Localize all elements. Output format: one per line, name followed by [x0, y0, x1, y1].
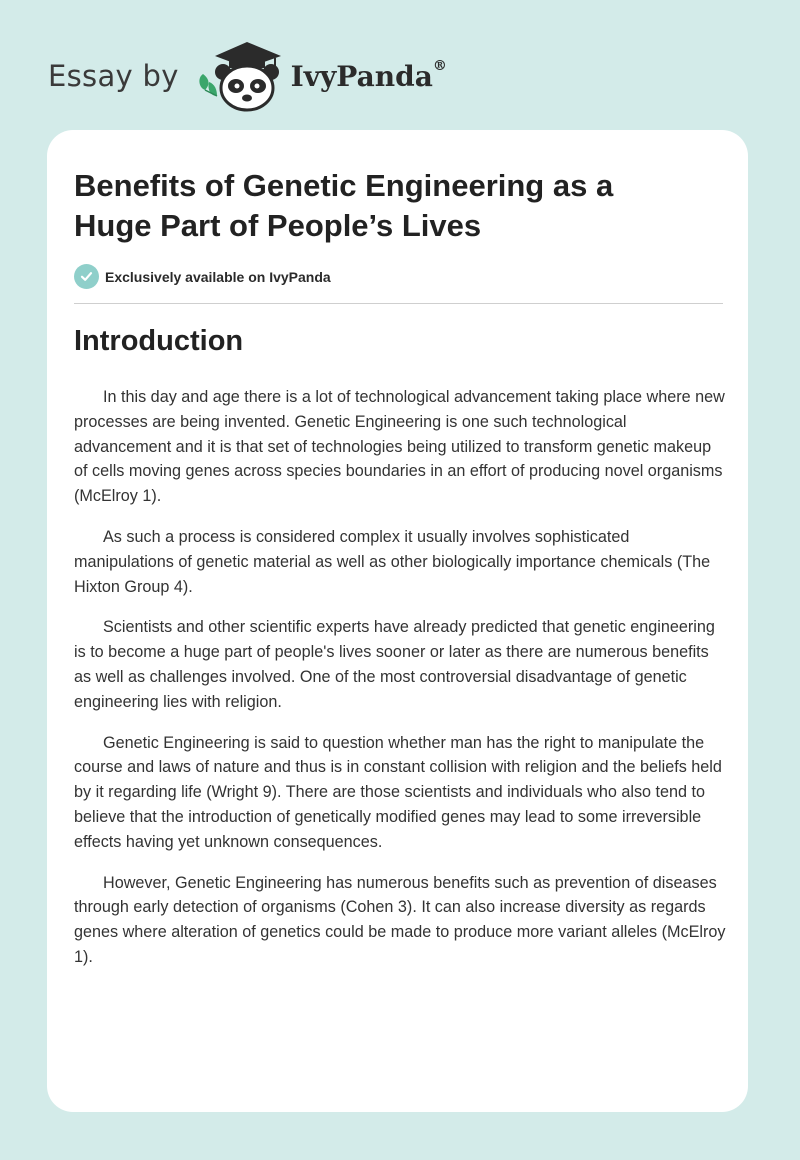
section-heading: Introduction — [74, 325, 244, 357]
article-card — [47, 130, 748, 1112]
divider — [74, 303, 723, 304]
brand-name[interactable]: IvyPanda® — [290, 57, 447, 93]
paragraph: However, Genetic Engineering has numerous benefits such as prevention of diseases through early detection of organisms (Cohen 3). It can also increase diversity as regards genes where alteration of genetics could be made to produce more variant alleles (McElroy 1). — [74, 873, 726, 966]
registered-mark: ® — [432, 57, 447, 74]
site-header — [48, 36, 748, 116]
article-title: Benefits of Genetic Engineering as a Huge Part of People’s Lives — [74, 168, 614, 243]
paragraph: In this day and age there is a lot of technological advancement taking place where new processes are being invented. Genetic Engineering is one such technological advancement and it is that set of technologies being utilized to transform genetic makeup of cells moving genes across species boundaries in an effort of producing novel organisms (McElroy 1). — [74, 388, 725, 506]
panda-graduation-cap-icon[interactable] — [195, 36, 287, 116]
paragraph: Genetic Engineering is said to question whether man has the right to manipulate the course and laws of nature and thus is in constant collision with religion and the beliefs held by it regarding life (Wright 9). There are those scientists and individuals who also tend to believe that the introduction of genetically modified genes may lead to some irreversible effects having yet unknown consequences. — [74, 733, 722, 851]
check-circle-icon — [74, 264, 99, 289]
exclusive-label: Exclusively available on IvyPanda — [105, 268, 331, 285]
article-body — [74, 385, 726, 986]
exclusive-badge — [74, 264, 331, 289]
paragraph: As such a process is considered complex it usually involves sophisticated manipulations of genetic material as well as other biologically importance chemicals (The Hixton Group 4). — [74, 527, 711, 596]
essay-by-label: Essay by — [48, 59, 179, 93]
paragraph: Scientists and other scientific experts have already predicted that genetic engineering is to become a huge part of people's lives sooner or later as there are numerous benefits as well as challenges involved. One of the most controversial disadvantage of genetic engineering lies with religion. — [74, 618, 715, 711]
